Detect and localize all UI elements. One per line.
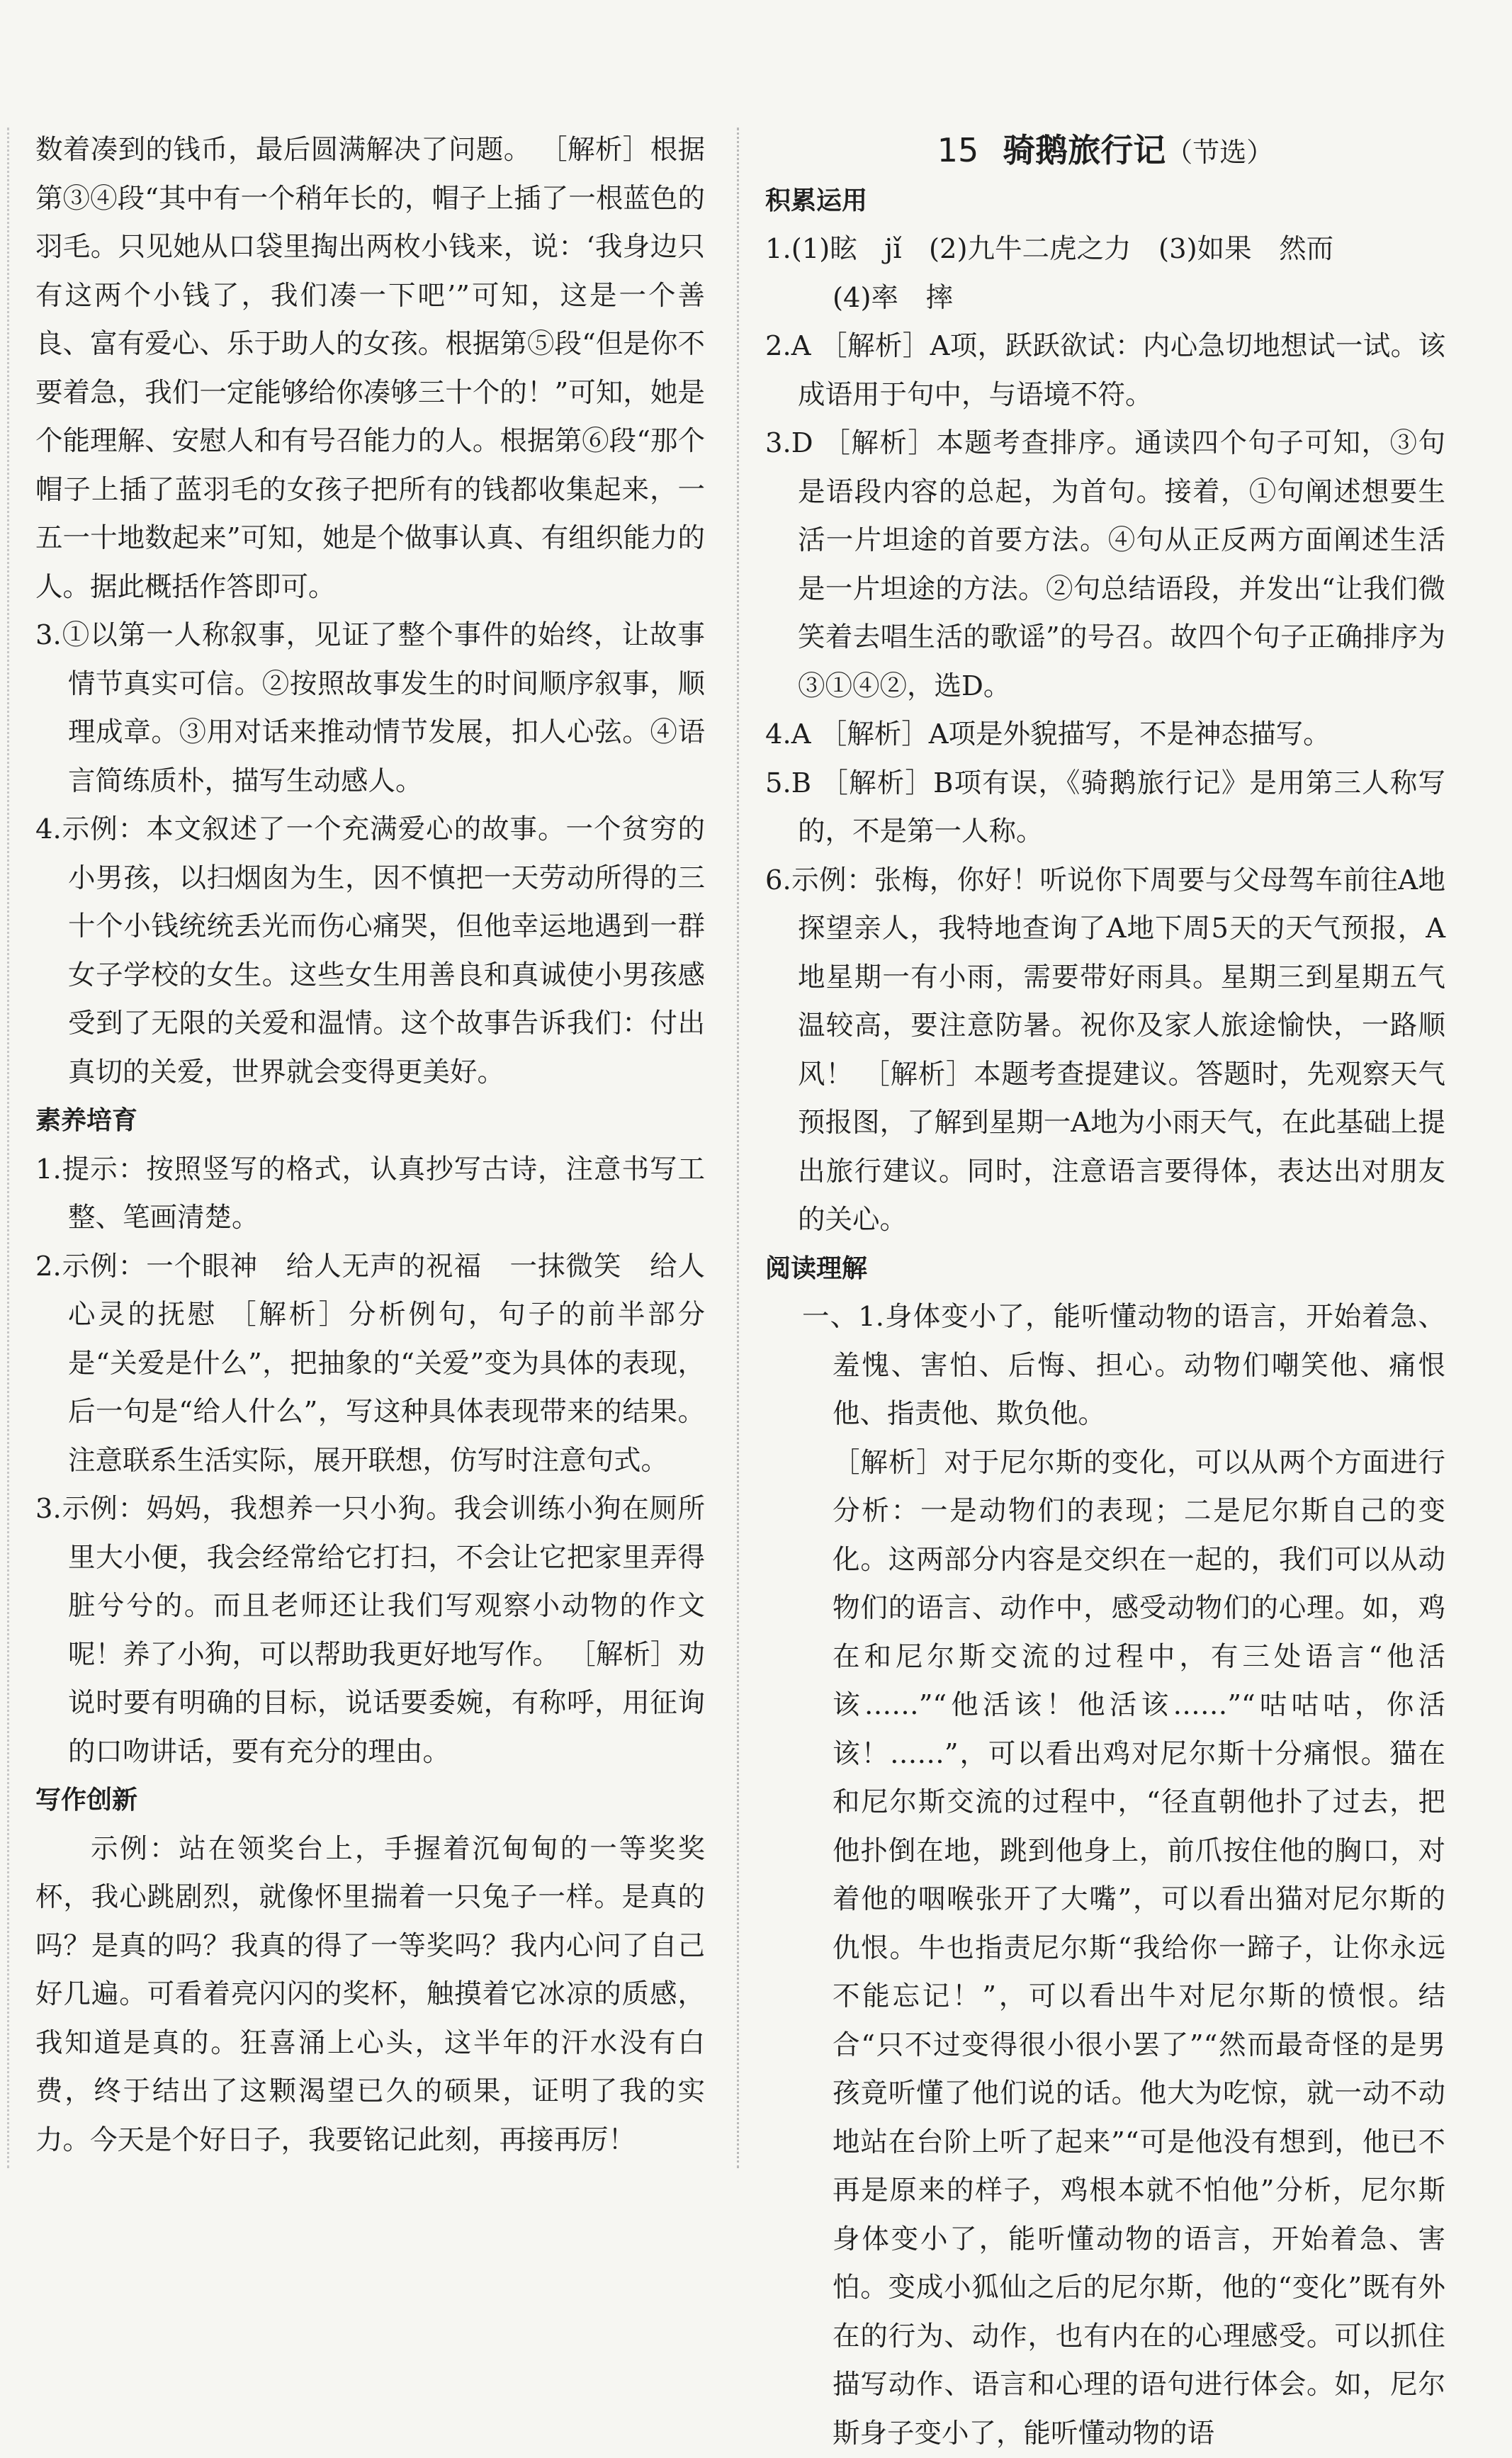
answer-item: 2.A ［解析］A项，跃跃欲试：内心急切地想试一试。该成语用于句中，与语境不符。 — [765, 322, 1445, 419]
left-column — [35, 126, 705, 2165]
answer-item: 3.D ［解析］本题考查排序。通读四个句子可知，③句是语段内容的总起，为首句。接着，①句阐述想要生活一片坦途的首要方法。④句从正反两方面阐述生活是一片坦途的方法。②句总结语段，并发出“让我们微笑着去唱生活的歌谣”的号召。故四个句子正确排序为③①④②，选D。 — [765, 419, 1445, 711]
lesson-title — [765, 126, 1445, 177]
lesson-note: （节选） — [1166, 137, 1273, 168]
section-heading: 阅读理解 — [765, 1245, 1445, 1294]
answer-item: 6.示例：张梅，你好！听说你下周要与父母驾车前往A地探望亲人，我特地查询了A地下周5天的天气预报，A地星期一有小雨，需要带好雨具。星期三到星期五气温较高，要注意防暑。祝你及家人旅途愉快，一路顺风！ ［解析］本题考查提建议。答题时，先观察天气预报图，了解到星期一A地为小雨天气，在此基础上提出旅行建议。同时，注意语言要得体，表达出对朋友的关心。 — [765, 857, 1445, 1245]
sample-essay: 示例：站在领奖台上，手握着沉甸甸的一等奖奖杯，我心跳剧烈，就像怀里揣着一只兔子一样。是真的吗？是真的吗？我真的得了一等奖吗？我内心问了自己好几遍。可看着亮闪闪的奖杯，触摸着它冰凉的质感，我知道是真的。狂喜涌上心头，这半年的汗水没有白费，终于结出了这颗渴望已久的硕果，证明了我的实力。今天是个好日子，我要铭记此刻，再接再厉！ — [35, 1825, 705, 2165]
answer-item: 2.示例：一个眼神 给人无声的祝福 一抹微笑 给人心灵的抚慰 ［解析］分析例句，句子的前半部分是“关爱是什么”，把抽象的“关爱”变为具体的表现，后一句是“给人什么”，写这种具体表现带来的结果。注意联系生活实际，展开联想，仿写时注意句式。 — [35, 1243, 705, 1486]
answer-item: 1.提示：按照竖写的格式，认真抄写古诗，注意书写工整、笔画清楚。 — [35, 1146, 705, 1243]
answer-item: 1.(1)眩 jǐ (2)九牛二虎之力 (3)如果 然而 — [765, 225, 1445, 274]
answer-subitem-continued: (4)率 摔 — [765, 274, 1445, 323]
answer-subitem: 一、1.身体变小了，能听懂动物的语言，开始着急、羞愧、害怕、后悔、担心。动物们嘲笑他、痛恨他、指责他、欺负他。 — [765, 1293, 1445, 1439]
right-column — [765, 126, 1445, 2458]
lesson-number: 15 — [937, 131, 979, 169]
section-heading: 积累运用 — [765, 177, 1445, 226]
answer-item: 3.示例：妈妈，我想养一只小狗。我会训练小狗在厕所里大小便，我会经常给它打扫，不会让它把家里弄得脏兮兮的。而且老师还让我们写观察小动物的作文呢！养了小狗，可以帮助我更好地写作。 ［解析］劝说时要有明确的目标，说话要委婉，有称呼，用征询的口吻讲话，要有充分的理由。 — [35, 1485, 705, 1776]
section-heading: 写作创新 — [35, 1776, 705, 1825]
section-heading: 素养培育 — [35, 1097, 705, 1146]
answer-item: 4.示例：本文叙述了一个充满爱心的故事。一个贫穷的小男孩，以扫烟囱为生，因不慎把一天劳动所得的三十个小钱统统丢光而伤心痛哭，但他幸运地遇到一群女子学校的女生。这些女生用善良和真诚使小男孩感受到了无限的关爱和温情。这个故事告诉我们：付出真切的关爱，世界就会变得更美好。 — [35, 806, 705, 1097]
column-divider — [737, 128, 739, 2168]
left-edge-dotted-line — [7, 128, 9, 2168]
answer-item: 5.B ［解析］B项有误，《骑鹅旅行记》是用第三人称写的，不是第一人称。 — [765, 760, 1445, 857]
answer-item: 3.①以第一人称叙事，见证了整个事件的始终，让故事情节真实可信。②按照故事发生的时间顺序叙事，顺理成章。③用对话来推动情节发展，扣人心弦。④语言简练质朴，描写生动感人。 — [35, 611, 705, 806]
answer-item: 4.A ［解析］A项是外貌描写，不是神态描写。 — [765, 711, 1445, 760]
lesson-name: 骑鹅旅行记 — [1003, 131, 1166, 169]
answer-paragraph: 数着凑到的钱币，最后圆满解决了问题。 ［解析］根据第③④段“其中有一个稍年长的，帽子上插了一根蓝色的羽毛。只见她从口袋里掏出两枚小钱来，说：‘我身边只有这两个小钱了，我们凑一下吧’”可知，这是一个善良、富有爱心、乐于助人的女孩。根据第⑤段“但是你不要着急，我们一定能够给你凑够三十个的！”可知，她是个能理解、安慰人和有号召能力的人。根据第⑥段“那个帽子上插了蓝羽毛的女孩子把所有的钱都收集起来，一五一十地数起来”可知，她是个做事认真、有组织能力的人。据此概括作答即可。 — [35, 126, 705, 611]
answer-subitem-continued: ［解析］对于尼尔斯的变化，可以从两个方面进行分析：一是动物们的表现；二是尼尔斯自己的变化。这两部分内容是交织在一起的，我们可以从动物们的语言、动作中，感受动物们的心理。如，鸡在和尼尔斯交流的过程中，有三处语言“他活该……”“他活该！他活该……”“咕咕咕，你活该！……”，可以看出鸡对尼尔斯十分痛恨。猫在和尼尔斯交流的过程中，“径直朝他扑了过去，把他扑倒在地，跳到他身上，前爪按住他的胸口，对着他的咽喉张开了大嘴”，可以看出猫对尼尔斯的仇恨。牛也指责尼尔斯“我给你一蹄子，让你永远不能忘记！”，可以看出牛对尼尔斯的愤恨。结合“只不过变得很小很小罢了”“然而最奇怪的是男孩竟听懂了他们说的话。他大为吃惊，就一动不动地站在台阶上听了起来”“可是他没有想到，他已不再是原来的样子，鸡根本就不怕他”分析，尼尔斯身体变小了，能听懂动物的语言，开始着急、害怕。变成小狐仙之后的尼尔斯，他的“变化”既有外在的行为、动作，也有内在的心理感受。可以抓住描写动作、语言和心理的语句进行体会。如，尼尔斯身子变小了，能听懂动物的语 — [765, 1439, 1445, 2458]
